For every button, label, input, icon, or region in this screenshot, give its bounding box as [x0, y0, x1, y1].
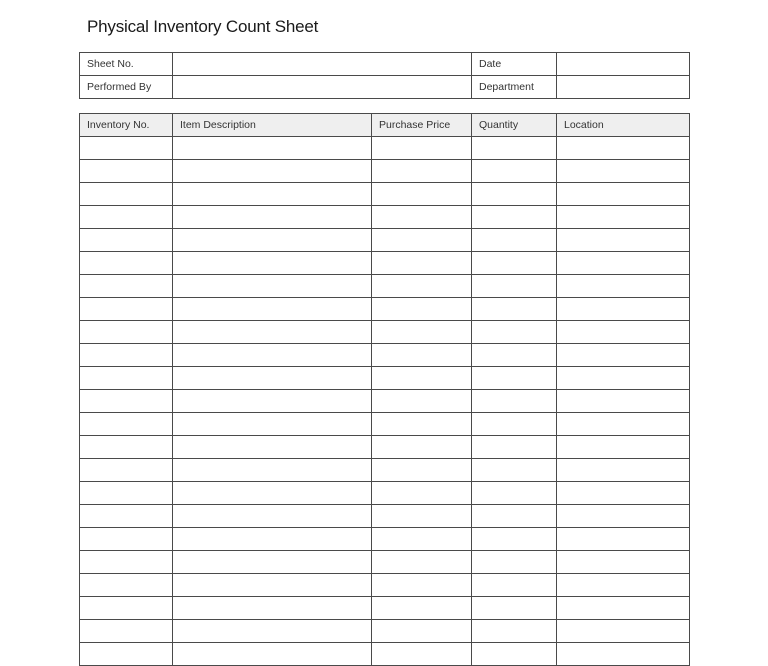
performed-by-label: Performed By	[80, 76, 173, 99]
item-description-cell[interactable]	[173, 597, 372, 620]
table-row	[80, 206, 690, 229]
purchase-price-cell[interactable]	[372, 252, 472, 275]
item-description-cell[interactable]	[173, 252, 372, 275]
location-cell[interactable]	[557, 597, 690, 620]
quantity-cell[interactable]	[472, 459, 557, 482]
table-row	[80, 183, 690, 206]
quantity-cell[interactable]	[472, 643, 557, 666]
table-row	[80, 459, 690, 482]
purchase-price-cell[interactable]	[372, 229, 472, 252]
inventory-no-cell[interactable]	[80, 620, 173, 643]
table-row	[80, 160, 690, 183]
table-row	[80, 229, 690, 252]
inventory-no-cell[interactable]	[80, 459, 173, 482]
quantity-cell[interactable]	[472, 137, 557, 160]
location-cell[interactable]	[557, 344, 690, 367]
quantity-cell[interactable]	[472, 528, 557, 551]
sheet-no-label: Sheet No.	[80, 53, 173, 76]
purchase-price-cell[interactable]	[372, 436, 472, 459]
inventory-no-cell[interactable]	[80, 482, 173, 505]
item-description-cell[interactable]	[173, 413, 372, 436]
col-inventory-no: Inventory No.	[80, 114, 173, 137]
purchase-price-cell[interactable]	[372, 367, 472, 390]
location-cell[interactable]	[557, 229, 690, 252]
inventory-table	[79, 113, 690, 666]
quantity-cell[interactable]	[472, 482, 557, 505]
inventory-no-cell[interactable]	[80, 551, 173, 574]
quantity-cell[interactable]	[472, 229, 557, 252]
table-row	[80, 390, 690, 413]
inventory-no-cell[interactable]	[80, 275, 173, 298]
purchase-price-cell[interactable]	[372, 551, 472, 574]
table-row	[80, 298, 690, 321]
item-description-cell[interactable]	[173, 620, 372, 643]
purchase-price-cell[interactable]	[372, 620, 472, 643]
table-row	[80, 252, 690, 275]
location-cell[interactable]	[557, 160, 690, 183]
quantity-cell[interactable]	[472, 183, 557, 206]
item-description-cell[interactable]	[173, 367, 372, 390]
quantity-cell[interactable]	[472, 367, 557, 390]
quantity-cell[interactable]	[472, 505, 557, 528]
purchase-price-cell[interactable]	[372, 574, 472, 597]
quantity-cell[interactable]	[472, 275, 557, 298]
item-description-cell[interactable]	[173, 183, 372, 206]
purchase-price-cell[interactable]	[372, 413, 472, 436]
quantity-cell[interactable]	[472, 344, 557, 367]
sheet-no-field[interactable]	[173, 53, 472, 76]
location-cell[interactable]	[557, 459, 690, 482]
col-quantity: Quantity	[472, 114, 557, 137]
item-description-cell[interactable]	[173, 298, 372, 321]
quantity-cell[interactable]	[472, 160, 557, 183]
item-description-cell[interactable]	[173, 229, 372, 252]
table-row	[80, 505, 690, 528]
item-description-cell[interactable]	[173, 436, 372, 459]
inventory-no-cell[interactable]	[80, 390, 173, 413]
item-description-cell[interactable]	[173, 390, 372, 413]
quantity-cell[interactable]	[472, 321, 557, 344]
item-description-cell[interactable]	[173, 206, 372, 229]
table-row	[80, 344, 690, 367]
purchase-price-cell[interactable]	[372, 390, 472, 413]
purchase-price-cell[interactable]	[372, 137, 472, 160]
purchase-price-cell[interactable]	[372, 459, 472, 482]
inventory-no-cell[interactable]	[80, 160, 173, 183]
info-table	[79, 52, 690, 99]
department-field[interactable]	[557, 76, 690, 99]
item-description-cell[interactable]	[173, 482, 372, 505]
inventory-no-cell[interactable]	[80, 597, 173, 620]
performed-by-field[interactable]	[173, 76, 472, 99]
inventory-no-cell[interactable]	[80, 574, 173, 597]
table-row	[80, 367, 690, 390]
table-row	[80, 597, 690, 620]
table-row	[80, 643, 690, 666]
item-description-cell[interactable]	[173, 574, 372, 597]
purchase-price-cell[interactable]	[372, 183, 472, 206]
location-cell[interactable]	[557, 620, 690, 643]
location-cell[interactable]	[557, 206, 690, 229]
location-cell[interactable]	[557, 551, 690, 574]
item-description-cell[interactable]	[173, 459, 372, 482]
item-description-cell[interactable]	[173, 137, 372, 160]
department-label: Department	[472, 76, 557, 99]
location-cell[interactable]	[557, 183, 690, 206]
item-description-cell[interactable]	[173, 275, 372, 298]
table-row	[80, 413, 690, 436]
inventory-no-cell[interactable]	[80, 137, 173, 160]
table-row	[80, 528, 690, 551]
date-label: Date	[472, 53, 557, 76]
location-cell[interactable]	[557, 413, 690, 436]
item-description-cell[interactable]	[173, 528, 372, 551]
location-cell[interactable]	[557, 137, 690, 160]
item-description-cell[interactable]	[173, 643, 372, 666]
inventory-no-cell[interactable]	[80, 528, 173, 551]
purchase-price-cell[interactable]	[372, 298, 472, 321]
location-cell[interactable]	[557, 482, 690, 505]
inventory-header-row	[80, 114, 690, 137]
quantity-cell[interactable]	[472, 390, 557, 413]
inventory-no-cell[interactable]	[80, 643, 173, 666]
purchase-price-cell[interactable]	[372, 597, 472, 620]
table-row	[80, 620, 690, 643]
location-cell[interactable]	[557, 436, 690, 459]
location-cell[interactable]	[557, 574, 690, 597]
quantity-cell[interactable]	[472, 620, 557, 643]
quantity-cell[interactable]	[472, 298, 557, 321]
date-field[interactable]	[557, 53, 690, 76]
location-cell[interactable]	[557, 275, 690, 298]
inventory-no-cell[interactable]	[80, 206, 173, 229]
inventory-no-cell[interactable]	[80, 436, 173, 459]
table-row	[80, 574, 690, 597]
inventory-no-cell[interactable]	[80, 367, 173, 390]
purchase-price-cell[interactable]	[372, 505, 472, 528]
inventory-no-cell[interactable]	[80, 413, 173, 436]
purchase-price-cell[interactable]	[372, 275, 472, 298]
inventory-no-cell[interactable]	[80, 344, 173, 367]
purchase-price-cell[interactable]	[372, 344, 472, 367]
purchase-price-cell[interactable]	[372, 482, 472, 505]
location-cell[interactable]	[557, 298, 690, 321]
inventory-no-cell[interactable]	[80, 183, 173, 206]
quantity-cell[interactable]	[472, 206, 557, 229]
purchase-price-cell[interactable]	[372, 643, 472, 666]
quantity-cell[interactable]	[472, 436, 557, 459]
col-location: Location	[557, 114, 690, 137]
purchase-price-cell[interactable]	[372, 528, 472, 551]
quantity-cell[interactable]	[472, 574, 557, 597]
info-row-performed-by	[80, 76, 690, 99]
table-row	[80, 321, 690, 344]
quantity-cell[interactable]	[472, 551, 557, 574]
inventory-body	[80, 137, 690, 666]
location-cell[interactable]	[557, 528, 690, 551]
inventory-no-cell[interactable]	[80, 298, 173, 321]
location-cell[interactable]	[557, 505, 690, 528]
table-row	[80, 137, 690, 160]
table-row	[80, 275, 690, 298]
quantity-cell[interactable]	[472, 413, 557, 436]
table-row	[80, 436, 690, 459]
item-description-cell[interactable]	[173, 344, 372, 367]
table-row	[80, 551, 690, 574]
purchase-price-cell[interactable]	[372, 321, 472, 344]
page-title: Physical Inventory Count Sheet	[87, 17, 319, 36]
purchase-price-cell[interactable]	[372, 206, 472, 229]
col-item-description: Item Description	[173, 114, 372, 137]
item-description-cell[interactable]	[173, 551, 372, 574]
inventory-no-cell[interactable]	[80, 252, 173, 275]
quantity-cell[interactable]	[472, 597, 557, 620]
location-cell[interactable]	[557, 643, 690, 666]
location-cell[interactable]	[557, 390, 690, 413]
quantity-cell[interactable]	[472, 252, 557, 275]
inventory-no-cell[interactable]	[80, 505, 173, 528]
inventory-no-cell[interactable]	[80, 321, 173, 344]
location-cell[interactable]	[557, 367, 690, 390]
item-description-cell[interactable]	[173, 321, 372, 344]
inventory-no-cell[interactable]	[80, 229, 173, 252]
table-row	[80, 482, 690, 505]
col-purchase-price: Purchase Price	[372, 114, 472, 137]
purchase-price-cell[interactable]	[372, 160, 472, 183]
item-description-cell[interactable]	[173, 505, 372, 528]
item-description-cell[interactable]	[173, 160, 372, 183]
info-row-sheet-no	[80, 53, 690, 76]
location-cell[interactable]	[557, 252, 690, 275]
location-cell[interactable]	[557, 321, 690, 344]
